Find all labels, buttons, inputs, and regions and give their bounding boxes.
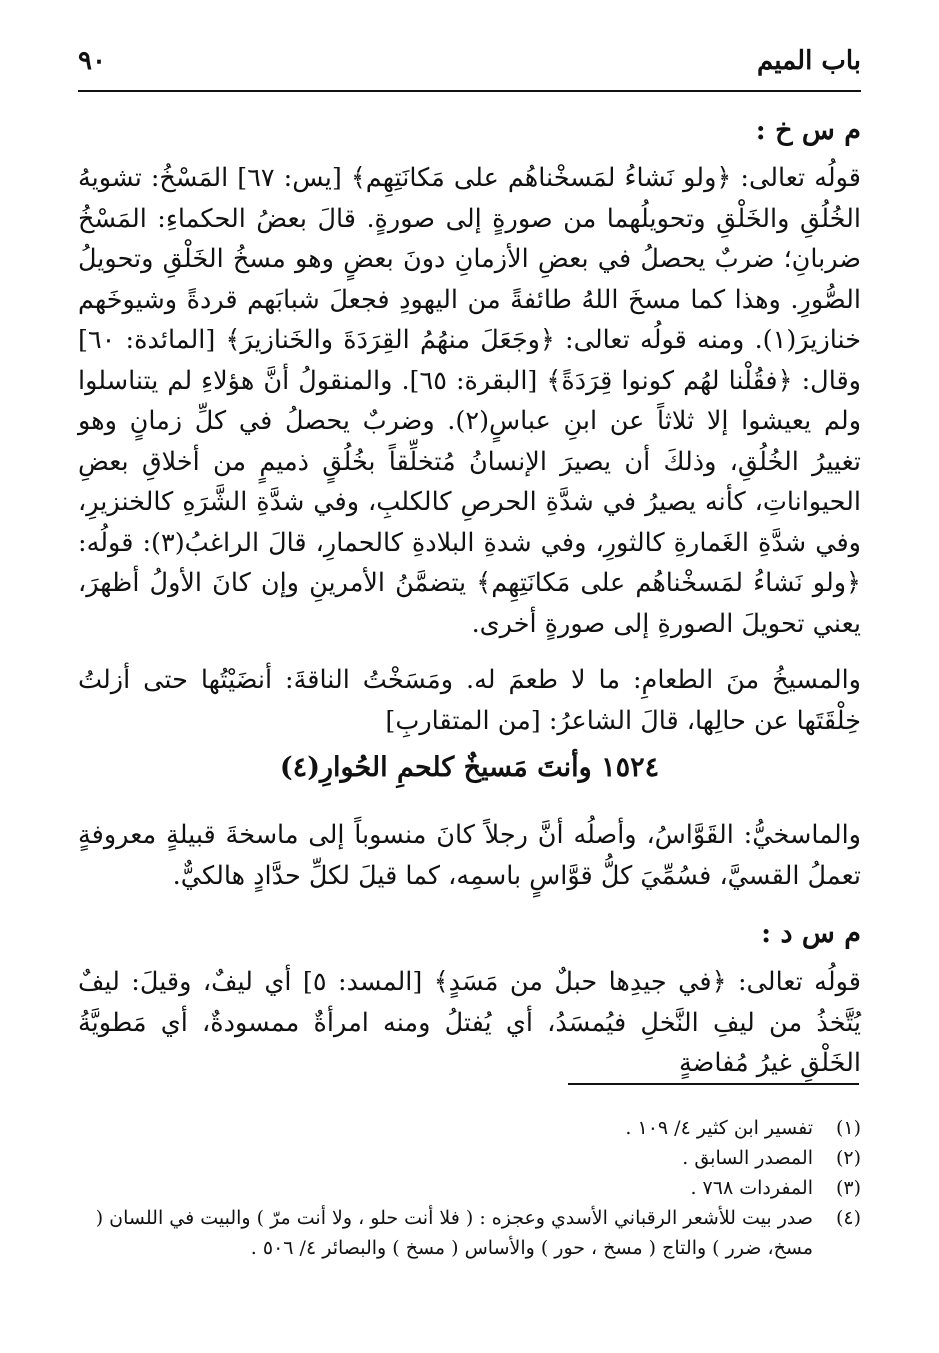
paragraph-masad: قولُه تعالى: ﴿في جيدِها حبلٌ من مَسَدٍ﴾ [المسد: ٥] أي ليفٌ، وقيلَ: ليفٌ يُتَّخذُ من ليفِ النَّخلِ فيُمسَدُ، أي يُفتلُ ومنه امرأةٌ ممسودةٌ، أي مَطويَّةُ الخَلْقِ غيرُ مُفاضةٍ: [78, 967, 861, 1078]
footnote-text: تفسير ابن كثير ٤/ ١٠٩ .: [625, 1117, 813, 1139]
root-heading-msk: م س خ :: [755, 115, 861, 146]
footnote-number: (٢): [835, 1147, 861, 1169]
page-number: ٩٠: [78, 46, 106, 76]
footnote-text: المفردات ٧٦٨ .: [690, 1177, 813, 1199]
footnote-number: (٣): [835, 1177, 861, 1199]
poetry-verse: ١٥٢٤ وأنتَ مَسيخٌ كلحمِ الحُوارِ(٤): [279, 752, 660, 783]
header-rule: [78, 90, 861, 92]
paragraph-masikh-food: والمسيخُ منَ الطعامِ: ما لا طعمَ له. ومَسَخْتُ الناقةَ: أنضَيْتُها حتى أزلتُ خِلْقَتَها عن حالِها، قالَ الشاعرُ: [من المتقاربِ]: [78, 665, 861, 736]
footnote-item: [78, 1113, 861, 1143]
paragraph-masikhi: والماسخيُّ: القَوَّاسُ، وأصلُه أنَّ رجلاً كانَ منسوباً إلى ماسخةَ قبيلةٍ معروفةٍ تعملُ القسيَّ، فسُمِّيَ كلُّ قوَّاسٍ باسمِه، كما قيلَ لكلِّ حدَّادٍ هالكيٌّ.: [78, 820, 861, 891]
footnote-item: [78, 1143, 861, 1173]
footnote-item: [78, 1173, 861, 1203]
footnote-text: المصدر السابق .: [682, 1147, 813, 1169]
footnote-rule: [568, 1083, 859, 1085]
paragraph-masakh-meaning: قولُه تعالى: ﴿ولو نَشاءُ لمَسخْناهُم على مَكانَتِهِم﴾ [يس: ٦٧] المَسْخُ: تشويهُ الخُلُقِ والخَلْقِ وتحويلُهما من صورةٍ إلى صورةٍ. قالَ بعضُ الحكماءِ: المَسْخُ ضربانِ؛ ضربٌ يحصلُ في بعضِ الأزمانِ دونَ بعضٍ وهو مسخُ الخَلْقِ وتحويلُ الصُّورِ. وهذا كما مسخَ اللهُ طائفةً من اليهودِ فجعلَ شبابَهم قردةً وشيوخَهم خنازيرَ(١). ومنه قولُه تعالى: ﴿وجَعَلَ منهُمُ القِرَدَةَ والخَنازيرَ﴾ [المائدة: ٦٠] وقال: ﴿فقُلْنا لهُم كونوا قِرَدَةً﴾ [البقرة: ٦٥]. والمنقولُ أنَّ هؤلاءِ لم يتناسلوا ولم يعيشوا إلا ثلاثاً عن ابنِ عباسٍ(٢). وضربٌ يحصلُ في كلِّ زمانٍ وهو تغييرُ الخُلُقِ، وذلكَ أن يصيرَ الإنسانُ مُتخلِّقاً بخُلُقٍ ذميمٍ من أخلاقِ بعضِ الحيواناتِ، كأنه يصيرُ في شدَّةِ الحرصِ كالكلبِ، وفي شدَّةِ الشَّرَهِ كالخنزيرِ، وفي شدَّةِ الغَمارةِ كالثورِ، وفي شدةِ البلادةِ كالحمارِ، قالَ الراغبُ(٣): قولُه: ﴿ولو نَشاءُ لمَسخْناهُم على مَكانَتِهِم﴾ يتضمَّنُ الأمرينِ وإن كانَ الأولُ أظهرَ، يعني تحويلَ الصورةِ إلى صورةٍ أخرى.: [78, 163, 862, 639]
root-heading-msd: م س د :: [761, 918, 861, 949]
chapter-title: باب الميم: [756, 46, 861, 76]
footnote-number: (٤): [835, 1207, 861, 1229]
footnote-item: [78, 1203, 861, 1263]
footnote-number: (١): [835, 1117, 861, 1139]
footnote-text: صدر بيت للأشعر الرقباني الأسدي وعجزه : ( فلا أنت حلو ، ولا أنت مرّ ) والبيت في اللسان ( مسخ، ضرر ) والتاج ( مسخ ، حور ) والأساس ( مسخ ) والبصائر ٤/ ٥٠٦ .: [95, 1207, 813, 1259]
footnotes: [78, 1113, 861, 1263]
page-header: [78, 40, 861, 90]
